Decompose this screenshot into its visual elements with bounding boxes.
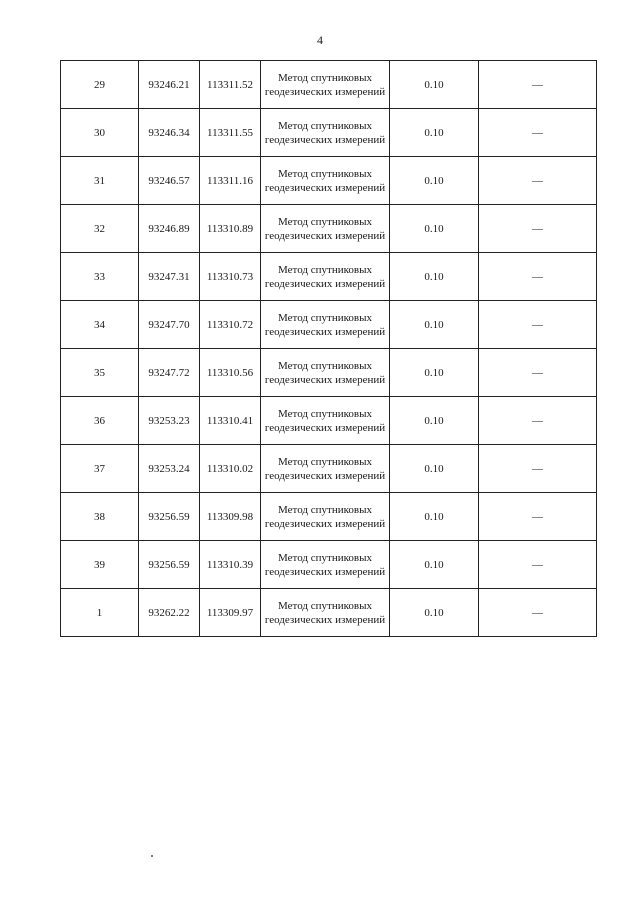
point-cell: 36: [61, 397, 139, 445]
x-coordinate-cell: 93256.59: [139, 541, 200, 589]
table-row: [61, 397, 597, 445]
method-line-1: Метод спутниковых: [278, 263, 372, 276]
method-line-1: Метод спутниковых: [278, 71, 372, 84]
x-coordinate-cell: 93246.57: [139, 157, 200, 205]
method-line-1: Метод спутниковых: [278, 407, 372, 420]
note-cell: —: [479, 589, 597, 637]
table-row: [61, 445, 597, 493]
method-line-1: Метод спутниковых: [278, 119, 372, 132]
table-row: [61, 589, 597, 637]
x-coordinate-cell: 93246.89: [139, 205, 200, 253]
y-coordinate-cell: 113310.56: [200, 349, 261, 397]
method-line-2: геодезических измерений: [264, 85, 386, 98]
y-coordinate-cell: 113310.41: [200, 397, 261, 445]
point-cell: 31: [61, 157, 139, 205]
note-cell: —: [479, 493, 597, 541]
accuracy-cell: 0.10: [390, 109, 479, 157]
y-coordinate-cell: 113311.16: [200, 157, 261, 205]
note-cell: —: [479, 205, 597, 253]
method-cell: [261, 541, 390, 589]
x-coordinate-cell: 93247.72: [139, 349, 200, 397]
x-coordinate-cell: 93256.59: [139, 493, 200, 541]
note-cell: —: [479, 349, 597, 397]
method-cell: [261, 301, 390, 349]
method-line-1: Метод спутниковых: [278, 311, 372, 324]
method-line-2: геодезических измерений: [264, 325, 386, 338]
accuracy-cell: 0.10: [390, 589, 479, 637]
point-cell: 29: [61, 61, 139, 109]
accuracy-cell: 0.10: [390, 61, 479, 109]
accuracy-cell: 0.10: [390, 397, 479, 445]
method-line-2: геодезических измерений: [264, 469, 386, 482]
method-line-2: геодезических измерений: [264, 229, 386, 242]
method-line-1: Метод спутниковых: [278, 503, 372, 516]
note-cell: —: [479, 397, 597, 445]
method-cell: [261, 589, 390, 637]
point-cell: 34: [61, 301, 139, 349]
method-cell: [261, 61, 390, 109]
point-cell: 32: [61, 205, 139, 253]
accuracy-cell: 0.10: [390, 349, 479, 397]
accuracy-cell: 0.10: [390, 301, 479, 349]
method-cell: [261, 157, 390, 205]
method-line-2: геодезических измерений: [264, 517, 386, 530]
y-coordinate-cell: 113310.39: [200, 541, 261, 589]
method-cell: [261, 349, 390, 397]
point-cell: 30: [61, 109, 139, 157]
method-cell: [261, 109, 390, 157]
coordinates-table-body: [61, 61, 597, 637]
speck-mark: [151, 855, 153, 857]
method-line-1: Метод спутниковых: [278, 599, 372, 612]
method-line-2: геодезических измерений: [264, 181, 386, 194]
point-cell: 35: [61, 349, 139, 397]
point-cell: 38: [61, 493, 139, 541]
y-coordinate-cell: 113310.89: [200, 205, 261, 253]
table-row: [61, 253, 597, 301]
x-coordinate-cell: 93246.34: [139, 109, 200, 157]
method-line-1: Метод спутниковых: [278, 359, 372, 372]
point-cell: 37: [61, 445, 139, 493]
accuracy-cell: 0.10: [390, 493, 479, 541]
accuracy-cell: 0.10: [390, 205, 479, 253]
table-row: [61, 349, 597, 397]
note-cell: —: [479, 541, 597, 589]
method-cell: [261, 397, 390, 445]
y-coordinate-cell: 113310.73: [200, 253, 261, 301]
method-line-2: геодезических измерений: [264, 373, 386, 386]
accuracy-cell: 0.10: [390, 253, 479, 301]
x-coordinate-cell: 93253.23: [139, 397, 200, 445]
method-cell: [261, 253, 390, 301]
y-coordinate-cell: 113310.02: [200, 445, 261, 493]
method-line-1: Метод спутниковых: [278, 215, 372, 228]
table-row: [61, 493, 597, 541]
note-cell: —: [479, 61, 597, 109]
y-coordinate-cell: 113311.52: [200, 61, 261, 109]
point-cell: 1: [61, 589, 139, 637]
method-line-1: Метод спутниковых: [278, 167, 372, 180]
note-cell: —: [479, 253, 597, 301]
table-row: [61, 61, 597, 109]
note-cell: —: [479, 157, 597, 205]
table-row: [61, 301, 597, 349]
table-row: [61, 205, 597, 253]
table-row: [61, 541, 597, 589]
x-coordinate-cell: 93262.22: [139, 589, 200, 637]
method-line-2: геодезических измерений: [264, 613, 386, 626]
point-cell: 33: [61, 253, 139, 301]
y-coordinate-cell: 113309.98: [200, 493, 261, 541]
x-coordinate-cell: 93246.21: [139, 61, 200, 109]
y-coordinate-cell: 113311.55: [200, 109, 261, 157]
y-coordinate-cell: 113310.72: [200, 301, 261, 349]
accuracy-cell: 0.10: [390, 445, 479, 493]
page-number: 4: [317, 33, 323, 47]
table-row: [61, 109, 597, 157]
method-cell: [261, 445, 390, 493]
note-cell: —: [479, 301, 597, 349]
method-line-2: геодезических измерений: [264, 565, 386, 578]
method-line-2: геодезических измерений: [264, 421, 386, 434]
point-cell: 39: [61, 541, 139, 589]
note-cell: —: [479, 109, 597, 157]
x-coordinate-cell: 93253.24: [139, 445, 200, 493]
table-row: [61, 157, 597, 205]
method-line-1: Метод спутниковых: [278, 551, 372, 564]
y-coordinate-cell: 113309.97: [200, 589, 261, 637]
x-coordinate-cell: 93247.31: [139, 253, 200, 301]
accuracy-cell: 0.10: [390, 541, 479, 589]
method-line-2: геодезических измерений: [264, 277, 386, 290]
x-coordinate-cell: 93247.70: [139, 301, 200, 349]
coordinates-table: [60, 60, 597, 637]
method-line-2: геодезических измерений: [264, 133, 386, 146]
note-cell: —: [479, 445, 597, 493]
accuracy-cell: 0.10: [390, 157, 479, 205]
method-line-1: Метод спутниковых: [278, 455, 372, 468]
method-cell: [261, 493, 390, 541]
method-cell: [261, 205, 390, 253]
